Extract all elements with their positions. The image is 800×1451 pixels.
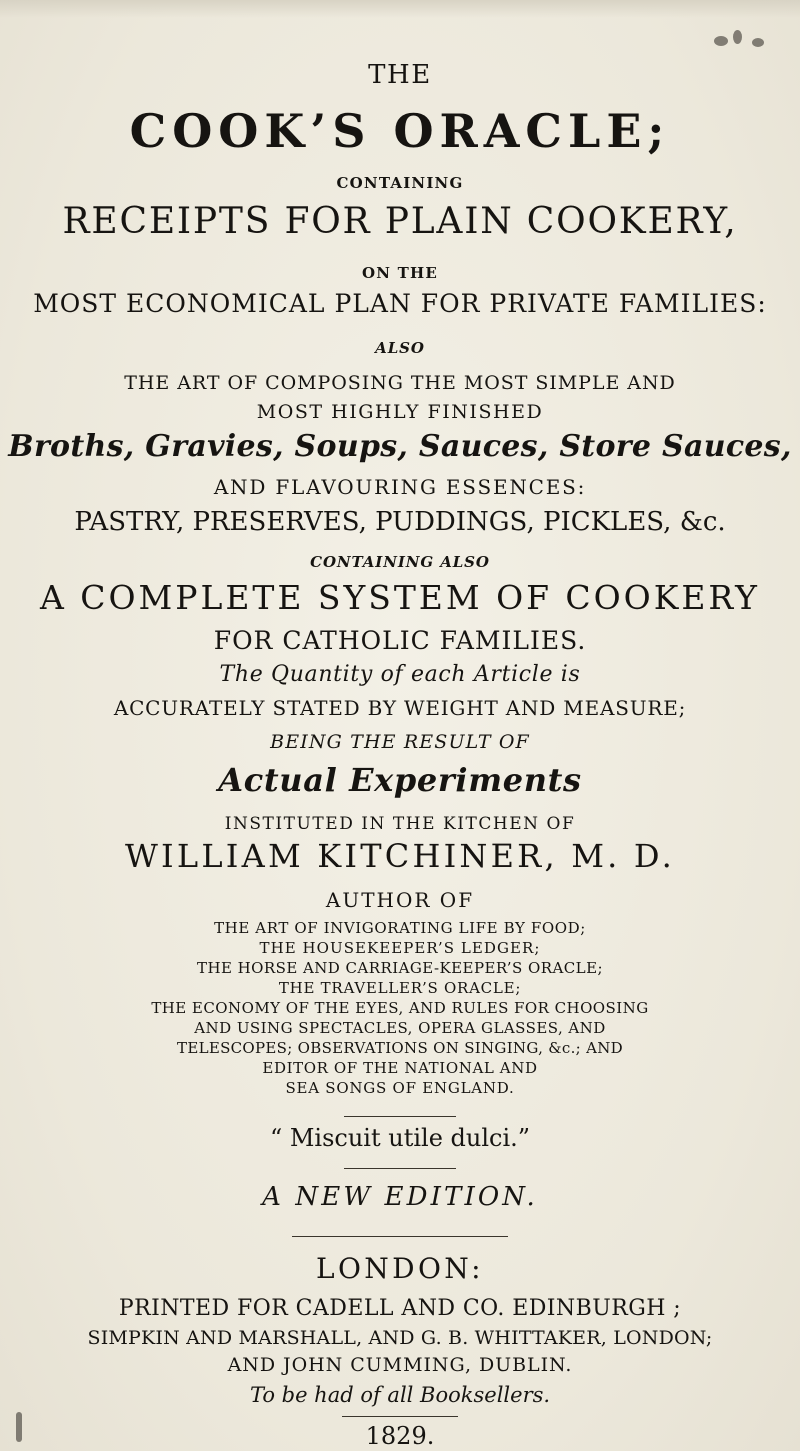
main-title: COOK’S ORACLE;	[129, 104, 671, 158]
line-broths: Broths, Gravies, Soups, Sauces, Store Sauces,	[8, 429, 792, 464]
line-flavouring: AND FLAVOURING ESSENCES:	[213, 475, 587, 499]
work-1: THE ART OF INVIGORATING LIFE BY FOOD;	[214, 919, 586, 937]
heading-the: THE	[368, 60, 432, 90]
divider-rule	[292, 1236, 508, 1237]
line-being: BEING THE RESULT OF	[270, 731, 530, 753]
ink-blot	[733, 30, 742, 44]
ink-blot	[714, 36, 728, 46]
work-5: THE ECONOMY OF THE EYES, AND RULES FOR CHOOSING	[151, 999, 649, 1017]
label-author-of: AUTHOR OF	[325, 888, 475, 912]
line-economical: MOST ECONOMICAL PLAN FOR PRIVATE FAMILIES:	[33, 289, 767, 318]
work-2: THE HOUSEKEEPER’S LEDGER;	[259, 939, 541, 957]
line-quantity: The Quantity of each Article is	[219, 662, 581, 687]
imprint-booksellers: To be had of all Booksellers.	[249, 1383, 551, 1407]
line-instituted: INSTITUTED IN THE KITCHEN OF	[224, 814, 576, 834]
label-containing: CONTAINING	[336, 174, 464, 192]
line-art-1: THE ART OF COMPOSING THE MOST SIMPLE AND	[124, 372, 676, 394]
work-7: TELESCOPES; OBSERVATIONS ON SINGING, &c.; AND	[177, 1039, 623, 1057]
top-edge-shadow	[0, 0, 800, 18]
subtitle-receipts: RECEIPTS FOR PLAIN COOKERY,	[62, 201, 738, 242]
imprint-simpkin: SIMPKIN AND MARSHALL, AND G. B. WHITTAKER, LONDON;	[87, 1327, 713, 1349]
motto: “ Miscuit utile dulci.”	[269, 1124, 531, 1152]
work-3: THE HORSE AND CARRIAGE-KEEPER’S ORACLE;	[196, 959, 603, 977]
work-9: SEA SONGS OF ENGLAND.	[285, 1079, 515, 1097]
label-also: ALSO	[375, 339, 425, 357]
work-6: AND USING SPECTACLES, OPERA GLASSES, AND	[194, 1019, 606, 1037]
line-accurately: ACCURATELY STATED BY WEIGHT AND MEASURE;	[113, 696, 687, 720]
line-actual-experiments: Actual Experiments	[218, 761, 582, 799]
divider-rule	[344, 1168, 456, 1169]
divider-rule	[344, 1116, 456, 1117]
imprint-printed: PRINTED FOR CADELL AND CO. EDINBURGH ;	[118, 1296, 682, 1321]
label-on-the: ON THE	[362, 264, 438, 282]
edition: A NEW EDITION.	[262, 1182, 538, 1212]
imprint-cumming: AND JOHN CUMMING, DUBLIN.	[227, 1354, 573, 1376]
publication-year: 1829.	[365, 1422, 435, 1450]
line-catholic: FOR CATHOLIC FAMILIES.	[213, 626, 587, 655]
divider-rule	[342, 1416, 458, 1417]
line-complete-system: A COMPLETE SYSTEM OF COOKERY	[40, 578, 760, 617]
imprint-london: LONDON:	[316, 1252, 484, 1285]
line-pastry: PASTRY, PRESERVES, PUDDINGS, PICKLES, &c.	[74, 507, 726, 537]
work-4: THE TRAVELLER’S ORACLE;	[278, 979, 522, 997]
label-containing-also: CONTAINING ALSO	[310, 553, 490, 571]
work-8: EDITOR OF THE NATIONAL AND	[262, 1059, 538, 1077]
author-name: WILLIAM KITCHINER, M. D.	[124, 837, 676, 875]
ink-blot	[752, 38, 764, 47]
line-art-2: MOST HIGHLY FINISHED	[256, 401, 544, 423]
